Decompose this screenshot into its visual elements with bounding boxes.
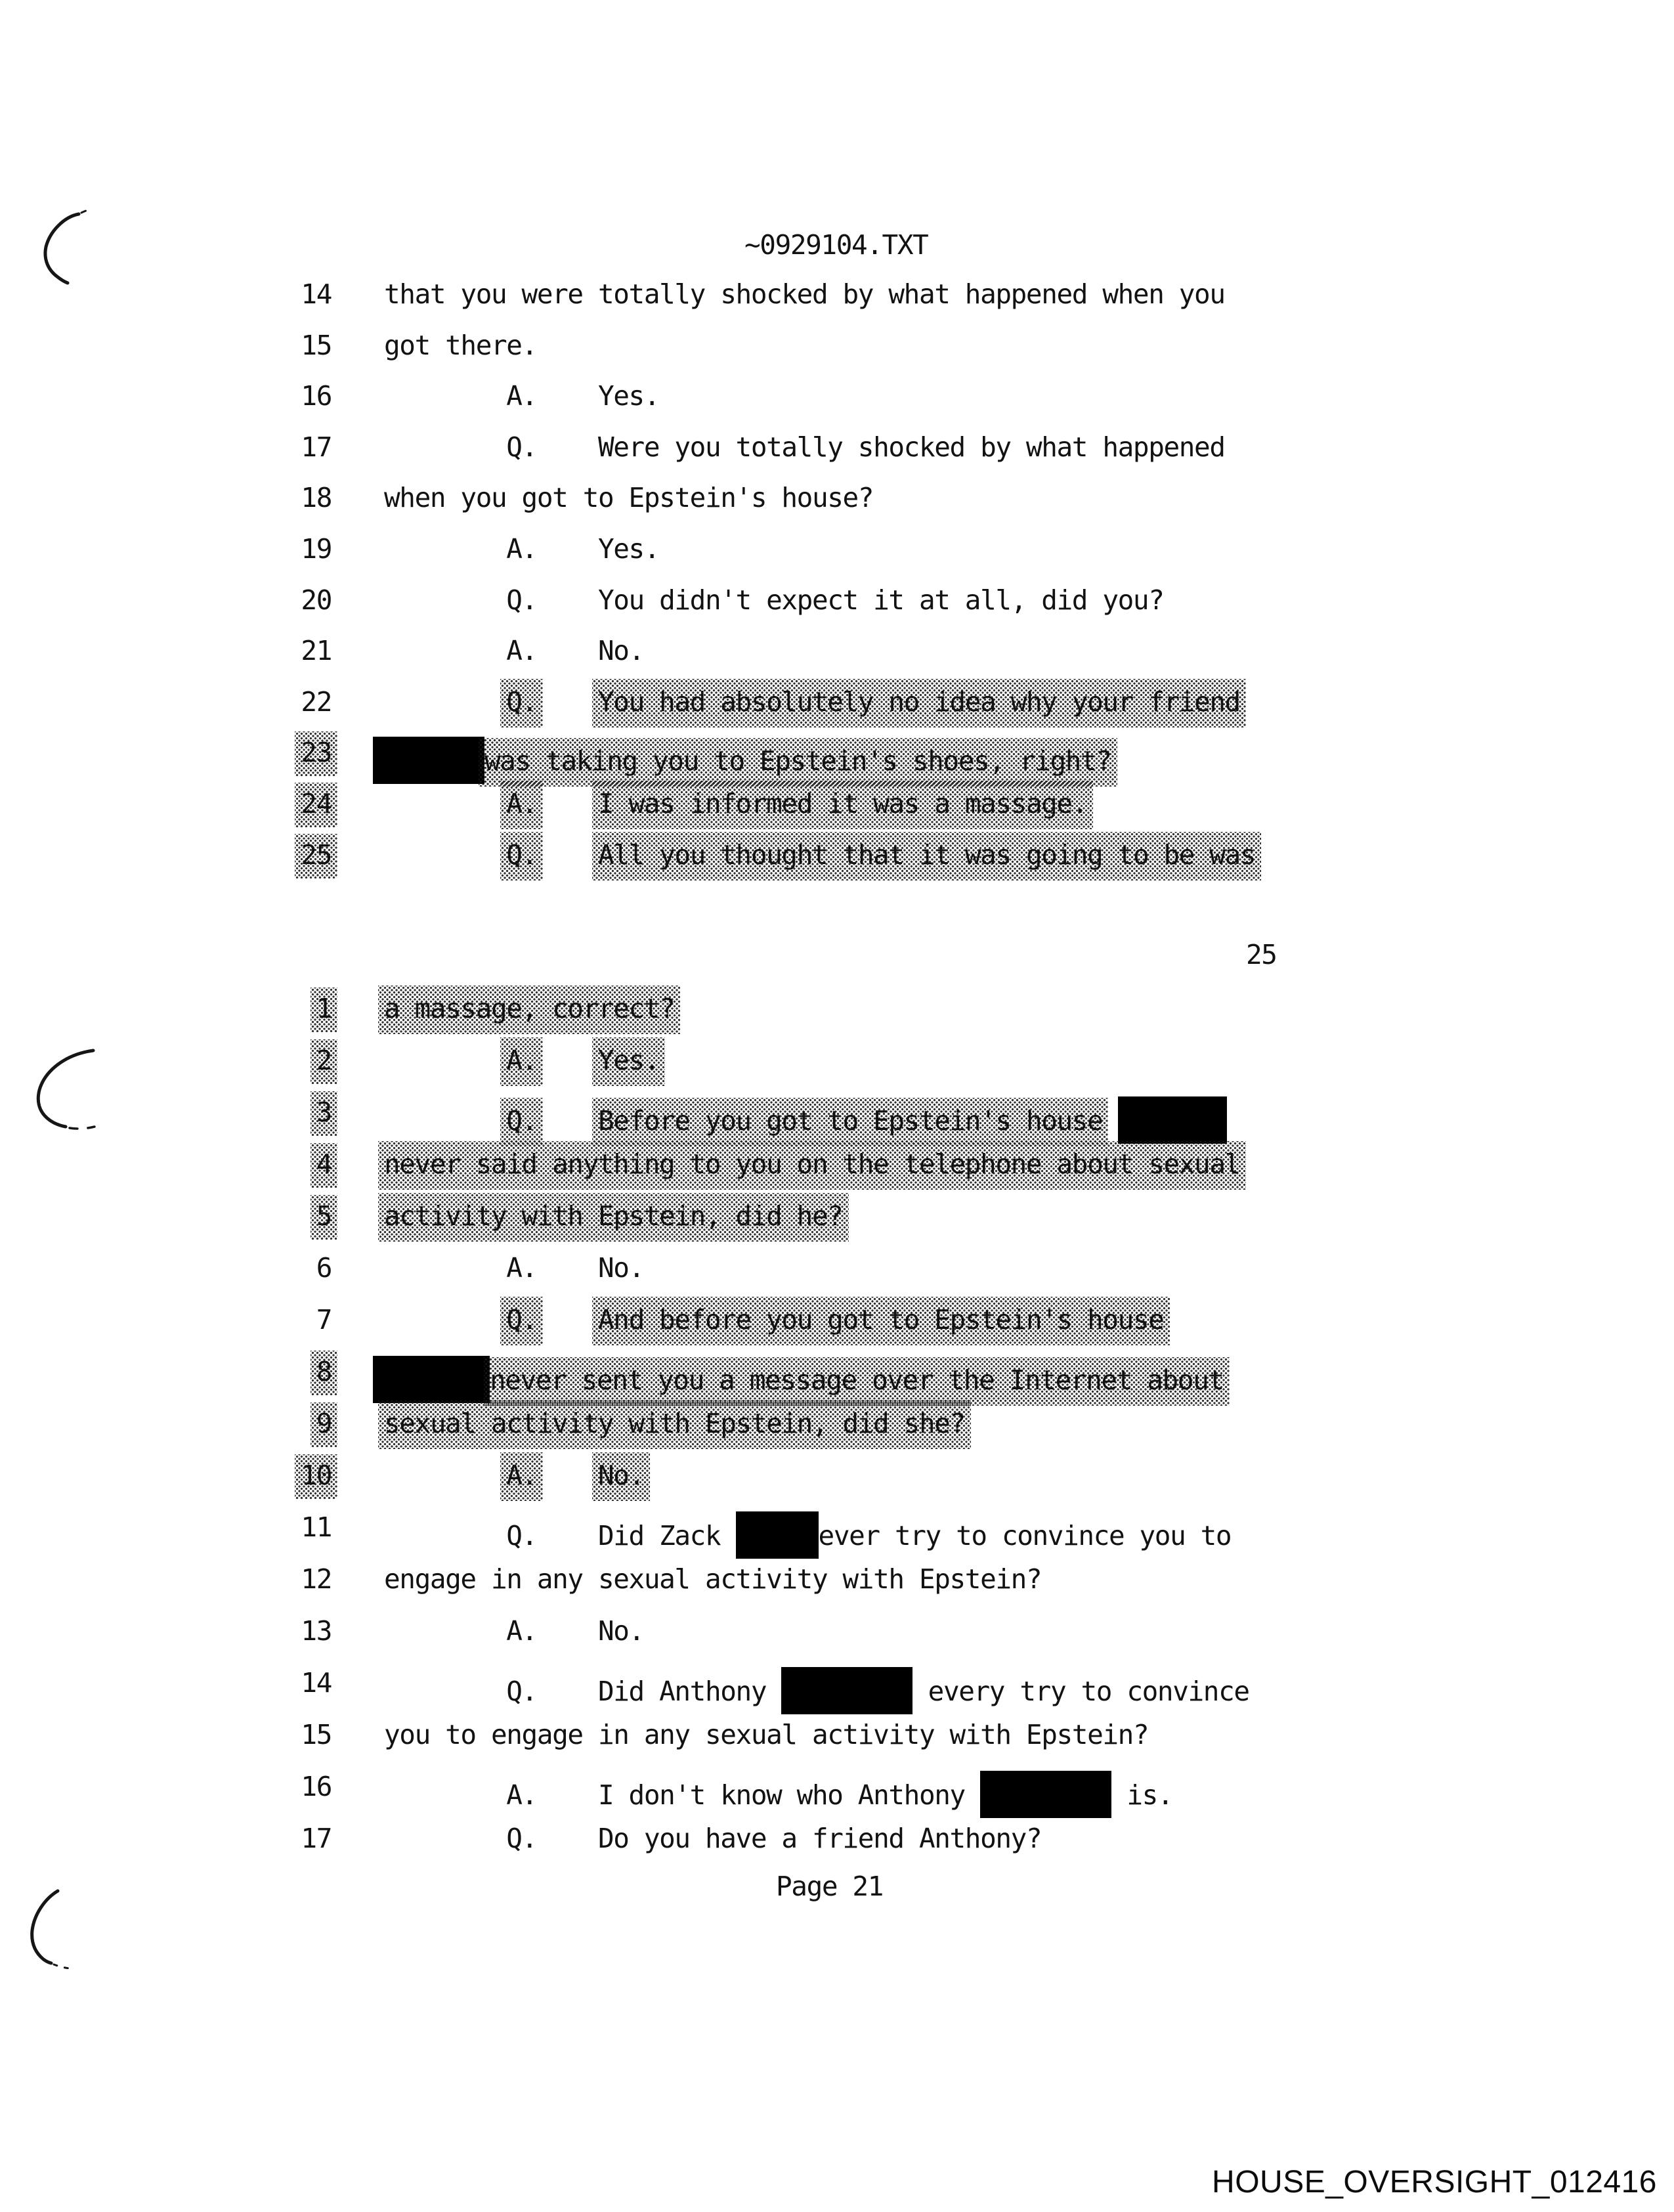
line-number: 5	[311, 1195, 337, 1240]
transcript-section-bottom	[0, 993, 1674, 1875]
transcript-line	[0, 788, 1674, 839]
line-number-column	[0, 482, 332, 513]
line-number: 14	[301, 278, 332, 310]
line-text	[384, 788, 506, 819]
line-content	[384, 1096, 1227, 1144]
line-number: 13	[301, 1615, 332, 1647]
line-number: 16	[301, 1771, 332, 1802]
line-number: 19	[301, 532, 332, 565]
line-text	[384, 1460, 506, 1491]
line-number-column	[0, 1356, 332, 1387]
line-number-column	[0, 788, 332, 819]
transcript-line	[0, 584, 1674, 636]
line-text	[384, 1105, 506, 1137]
line-number-column	[0, 1719, 332, 1750]
line-text: got there.	[384, 329, 537, 361]
line-text: Q. Did Anthony	[384, 1676, 782, 1707]
line-content	[373, 1356, 1224, 1403]
line-content	[384, 1719, 1148, 1750]
line-text	[537, 1460, 598, 1491]
line-number: 7	[316, 1304, 332, 1335]
line-content	[384, 1148, 1240, 1180]
line-text	[537, 1304, 598, 1335]
highlighted-text: A.	[500, 1037, 543, 1086]
line-number: 4	[311, 1143, 337, 1188]
line-number-column	[0, 686, 332, 718]
line-text	[537, 788, 598, 819]
line-number-column	[0, 737, 332, 768]
line-content	[384, 330, 537, 361]
line-number-column	[0, 584, 332, 616]
line-content	[384, 584, 1164, 616]
redaction-box	[736, 1511, 819, 1559]
line-content	[384, 278, 1225, 310]
line-text: A. No.	[384, 635, 644, 667]
line-number-column	[0, 330, 332, 361]
line-content	[384, 431, 1225, 463]
transcript-line	[0, 839, 1674, 890]
redaction-box	[1118, 1096, 1227, 1144]
highlighted-text: a massage, correct?	[378, 986, 680, 1034]
line-text: that you were totally shocked by what happened when you	[384, 278, 1225, 310]
transcript-line	[0, 993, 1674, 1045]
line-number: 11	[301, 1511, 332, 1543]
line-text	[537, 686, 598, 718]
line-content	[384, 1771, 1172, 1818]
line-number: 2	[311, 1039, 337, 1084]
line-content	[384, 380, 659, 412]
transcript-line	[0, 1771, 1674, 1823]
line-content	[384, 1667, 1249, 1714]
line-number: 24	[295, 783, 337, 827]
line-content	[384, 1200, 843, 1232]
transcript-line	[0, 1563, 1674, 1615]
line-number-column	[0, 1045, 332, 1076]
transcript-line	[0, 686, 1674, 737]
line-number: 17	[301, 1823, 332, 1854]
line-content	[384, 1045, 659, 1076]
redaction-box	[373, 1356, 490, 1403]
highlighted-text: sexual activity with Epstein, did she?	[378, 1400, 971, 1449]
redaction-box	[781, 1667, 912, 1714]
line-text: A. No.	[384, 1252, 644, 1284]
line-text: every try to convince	[912, 1676, 1249, 1707]
line-number-column	[0, 1460, 332, 1491]
line-text: when you got to Epstein's house?	[384, 482, 874, 514]
transcript-line	[0, 1615, 1674, 1667]
document-filename: ~0929104.TXT	[744, 229, 928, 261]
highlighted-text: A.	[500, 781, 543, 829]
line-content	[384, 686, 1240, 718]
transcript-line	[0, 1667, 1674, 1719]
line-number-column	[0, 1148, 332, 1180]
highlighted-text: Q.	[500, 679, 543, 727]
line-number: 8	[311, 1351, 337, 1395]
line-number-column	[0, 1667, 332, 1699]
line-content	[384, 1563, 1041, 1595]
transcript-line	[0, 1045, 1674, 1096]
punch-hole-arc	[39, 206, 95, 289]
line-text	[1102, 1105, 1117, 1137]
punch-hole-arc	[29, 1887, 75, 1972]
line-number-column	[0, 380, 332, 412]
highlighted-text: never said anything to you on the telephone about sexual	[378, 1141, 1246, 1190]
transcript-line	[0, 1408, 1674, 1460]
line-text: ever try to convince you to	[818, 1520, 1232, 1551]
line-text: A. No.	[384, 1615, 644, 1647]
line-number-column	[0, 1200, 332, 1232]
line-number-column	[0, 1563, 332, 1595]
redaction-box	[980, 1771, 1111, 1818]
highlighted-text: Q.	[500, 832, 543, 880]
line-number: 23	[295, 731, 337, 776]
transcript-line	[0, 1460, 1674, 1511]
line-number-column	[0, 635, 332, 666]
line-number: 15	[301, 1719, 332, 1750]
highlighted-text: Before you got to Epstein's house	[592, 1098, 1108, 1146]
line-content	[384, 993, 674, 1024]
line-content	[384, 1252, 644, 1284]
line-content	[384, 1408, 965, 1439]
line-text: you to engage in any sexual activity with Epstein?	[384, 1719, 1149, 1750]
line-number: 1	[311, 987, 337, 1032]
line-content	[384, 635, 644, 666]
line-content	[384, 1304, 1164, 1335]
line-text	[537, 1105, 598, 1137]
highlighted-text: All you thought that it was going to be was	[592, 832, 1261, 880]
line-text	[384, 839, 506, 871]
line-number: 14	[301, 1667, 332, 1699]
line-text: A. I don't know who Anthony	[384, 1779, 981, 1811]
line-text	[384, 1304, 506, 1335]
highlighted-text: A.	[500, 1452, 543, 1501]
redaction-box	[373, 737, 484, 784]
transcript-line	[0, 1823, 1674, 1875]
line-number: 15	[301, 329, 332, 361]
transcript-line	[0, 482, 1674, 533]
transcript-line	[0, 1304, 1674, 1356]
transcript-line	[0, 1511, 1674, 1563]
line-number-column	[0, 1304, 332, 1335]
highlighted-text: And before you got to Epstein's house	[592, 1297, 1170, 1345]
line-number: 16	[301, 380, 332, 412]
line-number-column	[0, 1771, 332, 1802]
line-number-column	[0, 533, 332, 565]
line-content	[384, 788, 1087, 819]
transcript-line	[0, 278, 1674, 330]
line-text: Q. Did Zack	[384, 1520, 736, 1551]
line-number-column	[0, 278, 332, 310]
line-number: 9	[311, 1402, 337, 1447]
line-number-column	[0, 1511, 332, 1543]
transcript-page-number: 25	[1246, 939, 1277, 970]
line-text	[537, 1045, 598, 1076]
line-number-column	[0, 431, 332, 463]
highlighted-text: was taking you to Epstein's shoes, right?	[479, 738, 1117, 787]
line-number: 18	[301, 482, 332, 514]
line-content	[384, 482, 873, 513]
transcript-line	[0, 330, 1674, 381]
bates-stamp: HOUSE_OVERSIGHT_012416	[1212, 2165, 1657, 2200]
highlighted-text: No.	[592, 1452, 650, 1501]
line-content	[384, 533, 659, 565]
line-number: 12	[301, 1563, 332, 1595]
line-content	[384, 1823, 1041, 1854]
line-text: is.	[1111, 1779, 1173, 1811]
line-number-column	[0, 1096, 332, 1128]
line-content	[384, 1460, 644, 1491]
line-number: 22	[301, 685, 332, 718]
line-content	[384, 1511, 1231, 1559]
line-text	[537, 839, 598, 871]
line-number-column	[0, 839, 332, 871]
highlighted-text: Yes.	[592, 1037, 665, 1086]
line-number-column	[0, 1408, 332, 1439]
line-text	[384, 1045, 506, 1076]
line-number: 20	[301, 584, 332, 616]
line-text: Q. Were you totally shocked by what happened	[384, 431, 1225, 463]
line-number: 10	[295, 1454, 337, 1499]
highlighted-text: activity with Epstein, did he?	[378, 1193, 849, 1242]
transcript-line	[0, 431, 1674, 483]
highlighted-text: You had absolutely no idea why your friend	[592, 679, 1246, 727]
line-text	[384, 686, 506, 718]
line-content	[384, 1615, 644, 1647]
highlighted-text: never sent you a message over the Internet about	[484, 1357, 1230, 1406]
transcript-line	[0, 1719, 1674, 1771]
page-label: Page 21	[776, 1871, 883, 1902]
transcript-line	[0, 533, 1674, 584]
highlighted-text: Q.	[500, 1098, 543, 1146]
line-number: 25	[295, 834, 337, 878]
line-number: 17	[301, 431, 332, 463]
line-number: 6	[316, 1252, 332, 1284]
highlighted-text: Q.	[500, 1297, 543, 1345]
line-text: A. Yes.	[384, 532, 660, 565]
line-text: A. Yes.	[384, 380, 660, 412]
line-number-column	[0, 1823, 332, 1854]
line-content	[384, 839, 1255, 871]
line-number: 3	[311, 1091, 337, 1136]
line-number-column	[0, 1252, 332, 1284]
line-number-column	[0, 1615, 332, 1647]
line-number: 21	[301, 635, 332, 667]
line-text: Q. Do you have a friend Anthony?	[384, 1823, 1042, 1854]
line-text: Q. You didn't expect it at all, did you?	[384, 584, 1164, 616]
transcript-section-top	[0, 278, 1674, 890]
transcript-line	[0, 1200, 1674, 1252]
highlighted-text: I was informed it was a massage.	[592, 781, 1093, 829]
line-text: engage in any sexual activity with Epstein?	[384, 1563, 1042, 1595]
line-number-column	[0, 993, 332, 1024]
transcript-line	[0, 380, 1674, 431]
line-content	[373, 737, 1111, 784]
